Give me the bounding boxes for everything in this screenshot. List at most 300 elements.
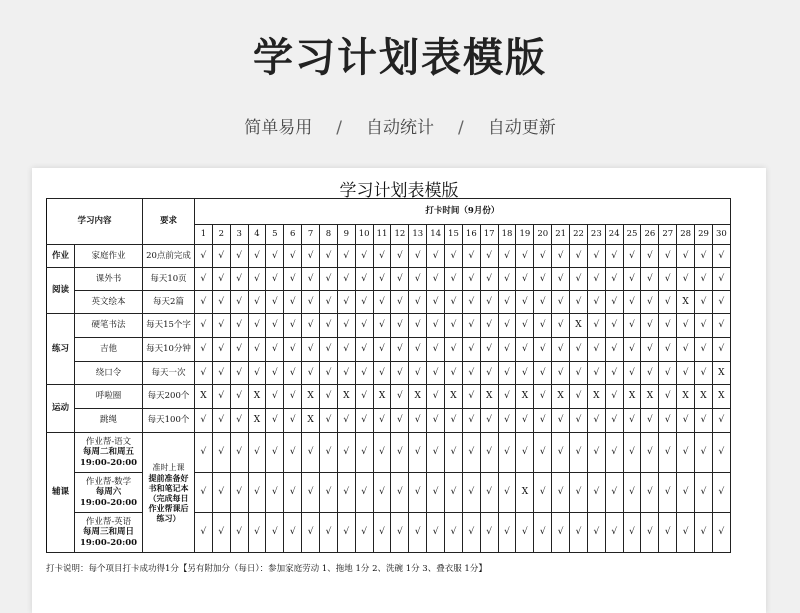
checkin-mark: √	[248, 245, 266, 268]
checkin-mark: √	[712, 338, 730, 362]
checkin-mark: √	[534, 513, 552, 553]
checkin-mark: √	[498, 268, 516, 291]
checkin-mark: √	[623, 314, 641, 338]
course-name: 作业帮-数学	[85, 476, 132, 487]
checkin-mark: √	[409, 362, 427, 385]
page-title: 学习计划表模版	[253, 35, 547, 81]
checkin-mark: √	[248, 268, 266, 291]
checkin-mark: √	[284, 314, 302, 338]
checkin-mark: √	[552, 245, 570, 268]
checkin-mark: √	[302, 513, 320, 553]
checkin-mark: √	[445, 314, 463, 338]
course-requirement-line2: 提前准备好书和笔记本	[148, 472, 189, 493]
checkin-mark: X	[445, 385, 463, 409]
checkin-mark: √	[570, 245, 588, 268]
checkin-mark: X	[373, 385, 391, 409]
sheet-title: 学习计划表模版	[339, 181, 459, 201]
day-header: 25	[623, 225, 641, 245]
checkin-mark: √	[373, 314, 391, 338]
course-name: 作业帮-英语	[85, 516, 132, 527]
item-requirement: 每天10页	[143, 268, 195, 291]
checkin-mark: √	[695, 513, 713, 553]
checkin-mark: √	[373, 433, 391, 473]
checkin-mark: √	[462, 338, 480, 362]
checkin-mark: X	[695, 385, 713, 409]
checkin-mark: √	[605, 268, 623, 291]
checkin-mark: √	[373, 473, 391, 513]
checkin-mark: √	[337, 338, 355, 362]
checkin-mark: √	[712, 268, 730, 291]
checkin-mark: √	[337, 362, 355, 385]
checkin-mark: √	[355, 314, 373, 338]
checkin-mark: X	[195, 385, 213, 409]
checkin-mark: √	[534, 268, 552, 291]
checkin-mark: X	[641, 385, 659, 409]
course-requirement-line3: （完成每日作业帮课后练习）	[148, 492, 189, 523]
checkin-mark: √	[712, 409, 730, 433]
checkin-mark: √	[373, 245, 391, 268]
checkin-mark: √	[498, 314, 516, 338]
checkin-mark: √	[480, 473, 498, 513]
checkin-mark: √	[195, 268, 213, 291]
checkin-mark: √	[498, 291, 516, 314]
checkin-mark: X	[302, 385, 320, 409]
checkin-mark: X	[677, 385, 695, 409]
checkin-mark: √	[480, 409, 498, 433]
checkin-mark: √	[480, 433, 498, 473]
checkin-mark: √	[195, 433, 213, 473]
checkin-mark: √	[409, 268, 427, 291]
checkin-mark: √	[659, 338, 677, 362]
checkin-mark: √	[248, 513, 266, 553]
subtitle-separator: /	[458, 118, 464, 138]
checkin-mark: √	[320, 245, 338, 268]
category-reading: 阅读	[47, 268, 75, 314]
checkin-mark: √	[677, 409, 695, 433]
checkin-mark: √	[534, 409, 552, 433]
checkin-mark: √	[712, 513, 730, 553]
checkin-mark: √	[337, 433, 355, 473]
checkin-mark: X	[337, 385, 355, 409]
checkin-mark: √	[212, 291, 230, 314]
course-time: 19:00-20:00	[79, 537, 138, 548]
checkin-mark: √	[355, 385, 373, 409]
checkin-mark: X	[623, 385, 641, 409]
table-row	[47, 314, 731, 338]
checkin-mark: √	[391, 338, 409, 362]
checkin-mark: √	[195, 338, 213, 362]
checkin-mark: √	[462, 362, 480, 385]
checkin-mark: √	[480, 314, 498, 338]
checkin-mark: √	[355, 245, 373, 268]
checkin-mark: √	[230, 409, 248, 433]
checkin-mark: √	[284, 513, 302, 553]
checkin-mark: √	[230, 268, 248, 291]
checkin-mark: √	[712, 291, 730, 314]
checkin-mark: √	[623, 338, 641, 362]
checkin-mark: √	[195, 314, 213, 338]
checkin-mark: √	[605, 362, 623, 385]
checkin-mark: √	[355, 433, 373, 473]
checkin-mark: √	[409, 409, 427, 433]
checkin-mark: X	[480, 385, 498, 409]
checkin-mark: √	[266, 291, 284, 314]
checkin-mark: √	[248, 291, 266, 314]
item-name: 呼啦圈	[75, 385, 143, 409]
course-requirement	[143, 433, 195, 553]
checkin-mark: √	[391, 314, 409, 338]
subtitle-separator: /	[336, 118, 342, 138]
page-subtitle	[0, 113, 800, 138]
checkin-mark: √	[320, 268, 338, 291]
checkin-mark: √	[445, 291, 463, 314]
checkin-mark: √	[659, 362, 677, 385]
checkin-mark: √	[677, 314, 695, 338]
checkin-mark: √	[391, 291, 409, 314]
subtitle-feature-auto-update: 自动更新	[487, 118, 556, 138]
checkin-mark: X	[712, 385, 730, 409]
checkin-mark: √	[570, 362, 588, 385]
checkin-mark: √	[641, 338, 659, 362]
checkin-mark: √	[498, 362, 516, 385]
item-requirement: 每天2篇	[143, 291, 195, 314]
checkin-mark: √	[320, 385, 338, 409]
table-row	[47, 433, 731, 473]
checkin-mark: √	[337, 513, 355, 553]
checkin-mark: √	[623, 409, 641, 433]
day-header: 21	[552, 225, 570, 245]
checkin-mark: √	[445, 268, 463, 291]
checkin-mark: √	[373, 513, 391, 553]
checkin-mark: √	[623, 513, 641, 553]
checkin-mark: √	[659, 245, 677, 268]
checkin-mark: X	[248, 409, 266, 433]
checkin-mark: √	[266, 268, 284, 291]
checkin-mark: √	[337, 473, 355, 513]
checkin-mark: √	[230, 433, 248, 473]
checkin-mark: √	[230, 245, 248, 268]
checkin-mark: √	[355, 362, 373, 385]
checkin-mark: √	[391, 433, 409, 473]
checkin-mark: √	[445, 338, 463, 362]
course-info	[75, 433, 143, 473]
checkin-mark: √	[623, 473, 641, 513]
item-requirement: 20点前完成	[143, 245, 195, 268]
checkin-mark: √	[695, 433, 713, 473]
checkin-mark: √	[587, 291, 605, 314]
checkin-mark: √	[212, 385, 230, 409]
checkin-mark: √	[695, 409, 713, 433]
checkin-mark: √	[212, 314, 230, 338]
checkin-mark: √	[480, 513, 498, 553]
checkin-mark: √	[373, 268, 391, 291]
checkin-mark: √	[677, 245, 695, 268]
checkin-mark: √	[284, 245, 302, 268]
checkin-mark: √	[605, 338, 623, 362]
checkin-mark: √	[677, 338, 695, 362]
checkin-mark: √	[498, 513, 516, 553]
category-sport: 运动	[47, 385, 75, 433]
checkin-mark: √	[266, 433, 284, 473]
checkin-mark: √	[605, 291, 623, 314]
checkin-mark: √	[534, 291, 552, 314]
item-name: 吉他	[75, 338, 143, 362]
day-header: 1	[195, 225, 213, 245]
checkin-mark: X	[712, 362, 730, 385]
checkin-mark: √	[623, 245, 641, 268]
checkin-mark: √	[248, 362, 266, 385]
checkin-mark: √	[445, 245, 463, 268]
checkin-mark: √	[391, 473, 409, 513]
day-header: 15	[445, 225, 463, 245]
checkin-mark: √	[695, 245, 713, 268]
table-row	[47, 409, 731, 433]
checkin-mark: √	[480, 338, 498, 362]
checkin-mark: X	[516, 473, 534, 513]
day-header: 14	[427, 225, 445, 245]
checkin-mark: √	[516, 338, 534, 362]
checkin-mark: √	[712, 245, 730, 268]
checkin-mark: √	[266, 314, 284, 338]
item-name: 英文绘本	[75, 291, 143, 314]
checkin-mark: √	[516, 409, 534, 433]
checkin-mark: √	[516, 245, 534, 268]
checkin-mark: √	[534, 473, 552, 513]
day-header: 26	[641, 225, 659, 245]
checkin-mark: √	[605, 473, 623, 513]
checkin-mark: √	[695, 314, 713, 338]
checkin-mark: √	[284, 291, 302, 314]
day-header: 24	[605, 225, 623, 245]
day-header: 27	[659, 225, 677, 245]
checkin-mark: √	[445, 433, 463, 473]
day-header: 10	[355, 225, 373, 245]
checkin-mark: X	[516, 385, 534, 409]
checkin-mark: √	[516, 314, 534, 338]
checkin-mark: √	[552, 409, 570, 433]
checkin-mark: √	[427, 362, 445, 385]
checkin-mark: √	[337, 291, 355, 314]
checkin-mark: √	[534, 362, 552, 385]
checkin-mark: √	[212, 362, 230, 385]
checkin-mark: √	[409, 314, 427, 338]
checkin-mark: √	[355, 338, 373, 362]
checkin-mark: √	[320, 513, 338, 553]
checkin-mark: √	[623, 433, 641, 473]
checkin-mark: √	[302, 268, 320, 291]
checkin-mark: √	[320, 362, 338, 385]
checkin-mark: √	[320, 338, 338, 362]
checkin-mark: √	[337, 245, 355, 268]
checkin-mark: √	[659, 433, 677, 473]
checkin-mark: √	[570, 473, 588, 513]
checkin-mark: √	[391, 409, 409, 433]
checkin-mark: √	[498, 409, 516, 433]
checkin-mark: √	[516, 268, 534, 291]
checkin-mark: √	[552, 314, 570, 338]
checkin-mark: √	[587, 473, 605, 513]
checkin-mark: √	[641, 473, 659, 513]
day-header: 23	[587, 225, 605, 245]
day-header: 19	[516, 225, 534, 245]
day-header: 8	[320, 225, 338, 245]
checkin-mark: √	[427, 314, 445, 338]
checkin-mark: √	[677, 473, 695, 513]
checkin-mark: √	[659, 513, 677, 553]
checkin-mark: √	[248, 314, 266, 338]
checkin-mark: √	[445, 362, 463, 385]
checkin-mark: √	[587, 513, 605, 553]
checkin-mark: √	[695, 362, 713, 385]
header-study-content: 学习内容	[47, 199, 143, 245]
checkin-mark: √	[498, 245, 516, 268]
checkin-mark: √	[552, 433, 570, 473]
day-header: 11	[373, 225, 391, 245]
checkin-mark: √	[570, 268, 588, 291]
checkin-mark: √	[659, 314, 677, 338]
checkin-mark: √	[266, 338, 284, 362]
checkin-mark: √	[266, 513, 284, 553]
checkin-mark: √	[427, 268, 445, 291]
checkin-mark: √	[212, 268, 230, 291]
checkin-mark: √	[641, 409, 659, 433]
checkin-mark: √	[230, 362, 248, 385]
checkin-mark: √	[266, 245, 284, 268]
course-requirement-line1: 准时上课	[152, 462, 185, 472]
checkin-mark: √	[195, 245, 213, 268]
checkin-mark: X	[552, 385, 570, 409]
checkin-mark: √	[659, 268, 677, 291]
checkin-mark: √	[391, 362, 409, 385]
checkin-mark: √	[462, 268, 480, 291]
checkin-mark: √	[409, 338, 427, 362]
checkin-mark: √	[605, 245, 623, 268]
day-header: 28	[677, 225, 695, 245]
checkin-mark: √	[641, 362, 659, 385]
checkin-mark: √	[320, 314, 338, 338]
checkin-mark: √	[462, 245, 480, 268]
checkin-mark: √	[302, 362, 320, 385]
checkin-mark: X	[677, 291, 695, 314]
day-header: 22	[570, 225, 588, 245]
checkin-mark: √	[284, 268, 302, 291]
checkin-mark: √	[195, 513, 213, 553]
checkin-mark: √	[659, 409, 677, 433]
checkin-mark: X	[248, 385, 266, 409]
item-name: 家庭作业	[75, 245, 143, 268]
checkin-mark: √	[570, 291, 588, 314]
checkin-mark: √	[587, 338, 605, 362]
checkin-mark: √	[284, 433, 302, 473]
day-header: 6	[284, 225, 302, 245]
checkin-mark: √	[195, 409, 213, 433]
checkin-mark: √	[212, 513, 230, 553]
checkin-mark: √	[427, 291, 445, 314]
checkin-mark: √	[462, 473, 480, 513]
checkin-mark: √	[230, 338, 248, 362]
checkin-mark: √	[195, 362, 213, 385]
header-checkin-time: 打卡时间（9月份）	[195, 199, 731, 225]
category-practice: 练习	[47, 314, 75, 385]
checkin-mark: √	[677, 513, 695, 553]
checkin-mark: √	[355, 268, 373, 291]
day-header: 5	[266, 225, 284, 245]
checkin-mark: √	[605, 385, 623, 409]
checkin-mark: √	[355, 291, 373, 314]
checkin-mark: √	[248, 433, 266, 473]
checkin-mark: √	[534, 314, 552, 338]
checkin-mark: √	[498, 385, 516, 409]
checkin-mark: √	[391, 513, 409, 553]
checkin-mark: √	[534, 385, 552, 409]
course-when: 每周二和周五	[82, 447, 134, 458]
table-row	[47, 362, 731, 385]
checkin-mark: √	[659, 385, 677, 409]
day-header: 30	[712, 225, 730, 245]
checkin-mark: √	[605, 314, 623, 338]
checkin-mark: √	[587, 245, 605, 268]
checkin-mark: √	[445, 513, 463, 553]
checkin-mark: √	[391, 245, 409, 268]
checkin-mark: √	[641, 245, 659, 268]
checkin-mark: √	[266, 385, 284, 409]
checkin-mark: √	[641, 268, 659, 291]
checkin-mark: √	[230, 513, 248, 553]
checkin-mark: √	[552, 362, 570, 385]
item-requirement: 每天一次	[143, 362, 195, 385]
checkin-mark: √	[320, 473, 338, 513]
subtitle-feature-easy: 简单易用	[244, 118, 313, 138]
checkin-mark: √	[570, 513, 588, 553]
item-name: 跳绳	[75, 409, 143, 433]
checkin-mark: √	[587, 268, 605, 291]
checkin-mark: √	[284, 362, 302, 385]
day-header: 2	[212, 225, 230, 245]
checkin-mark: √	[480, 245, 498, 268]
checkin-mark: √	[391, 268, 409, 291]
item-requirement: 每天15个字	[143, 314, 195, 338]
checkin-mark: √	[212, 433, 230, 473]
checkin-mark: √	[480, 362, 498, 385]
checkin-mark: √	[266, 409, 284, 433]
checkin-mark: √	[570, 409, 588, 433]
checkin-mark: √	[695, 338, 713, 362]
checkin-mark: √	[641, 314, 659, 338]
item-requirement: 每天100个	[143, 409, 195, 433]
checkin-mark: √	[462, 513, 480, 553]
checkin-mark: √	[427, 245, 445, 268]
checkin-mark: √	[534, 433, 552, 473]
day-header: 4	[248, 225, 266, 245]
study-plan-table	[46, 198, 731, 553]
checkin-mark: √	[659, 291, 677, 314]
checkin-mark: √	[409, 433, 427, 473]
course-info	[75, 513, 143, 553]
checkin-mark: √	[373, 362, 391, 385]
checkin-mark: √	[462, 385, 480, 409]
checkin-mark: √	[409, 291, 427, 314]
checkin-mark: √	[427, 338, 445, 362]
checkin-mark: √	[409, 473, 427, 513]
day-header: 3	[230, 225, 248, 245]
checkin-mark: √	[337, 268, 355, 291]
checkin-mark: √	[355, 409, 373, 433]
checkin-mark: √	[337, 314, 355, 338]
day-header: 29	[695, 225, 713, 245]
checkin-mark: √	[462, 433, 480, 473]
checkin-mark: √	[427, 433, 445, 473]
checkin-mark: √	[355, 473, 373, 513]
